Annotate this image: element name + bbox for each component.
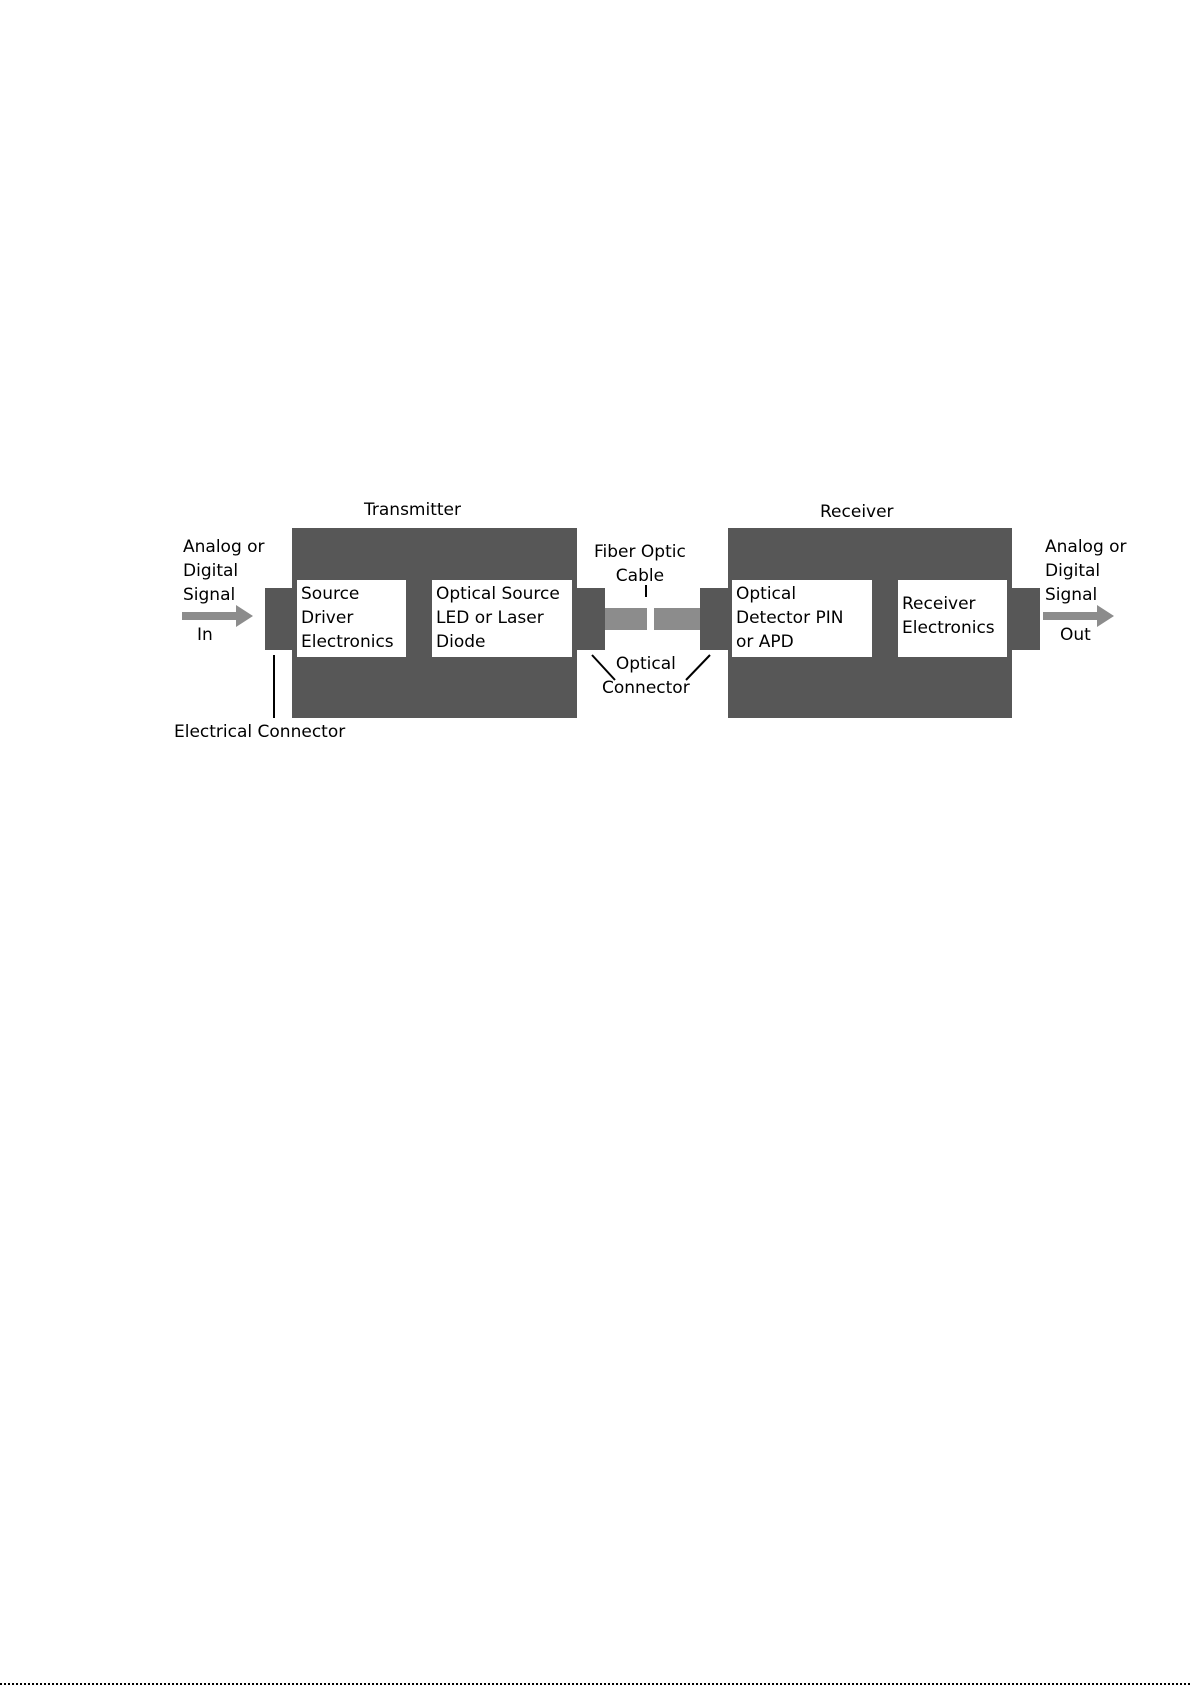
fiber-cable-label: Fiber Optic Cable (594, 542, 686, 586)
output-out-label: Out (1060, 625, 1091, 645)
input-signal-label: Analog or Digital Signal (183, 537, 265, 605)
input-arrow-icon (182, 605, 253, 627)
electrical-connector-label: Electrical Connector (174, 722, 346, 742)
optical-source-label: Optical Source LED or Laser Diode (436, 584, 560, 652)
transmitter-title: Transmitter (364, 500, 461, 520)
receiver-electronics-label: Receiver Electronics (902, 594, 995, 638)
receiver-electronics-box (898, 580, 1007, 657)
electrical-connector-right (1010, 588, 1040, 650)
receiver-title: Receiver (820, 502, 894, 522)
optical-connector-receiver (700, 588, 730, 650)
source-driver-box (297, 580, 406, 657)
electrical-connector-left (265, 588, 295, 650)
optical-detector-label: Optical Detector PIN or APD (736, 584, 844, 652)
output-signal-label: Analog or Digital Signal (1045, 537, 1127, 605)
optical-detector-box (732, 580, 872, 657)
optical-source-box (432, 580, 572, 657)
fiber-cable-right-segment (654, 608, 702, 630)
source-driver-label: Source Driver Electronics (301, 584, 394, 652)
optical-connector-label: Optical Connector (602, 654, 690, 698)
optical-connector-transmitter (575, 588, 605, 650)
input-in-label: In (197, 625, 213, 645)
fiber-cable-left-segment (605, 608, 647, 630)
